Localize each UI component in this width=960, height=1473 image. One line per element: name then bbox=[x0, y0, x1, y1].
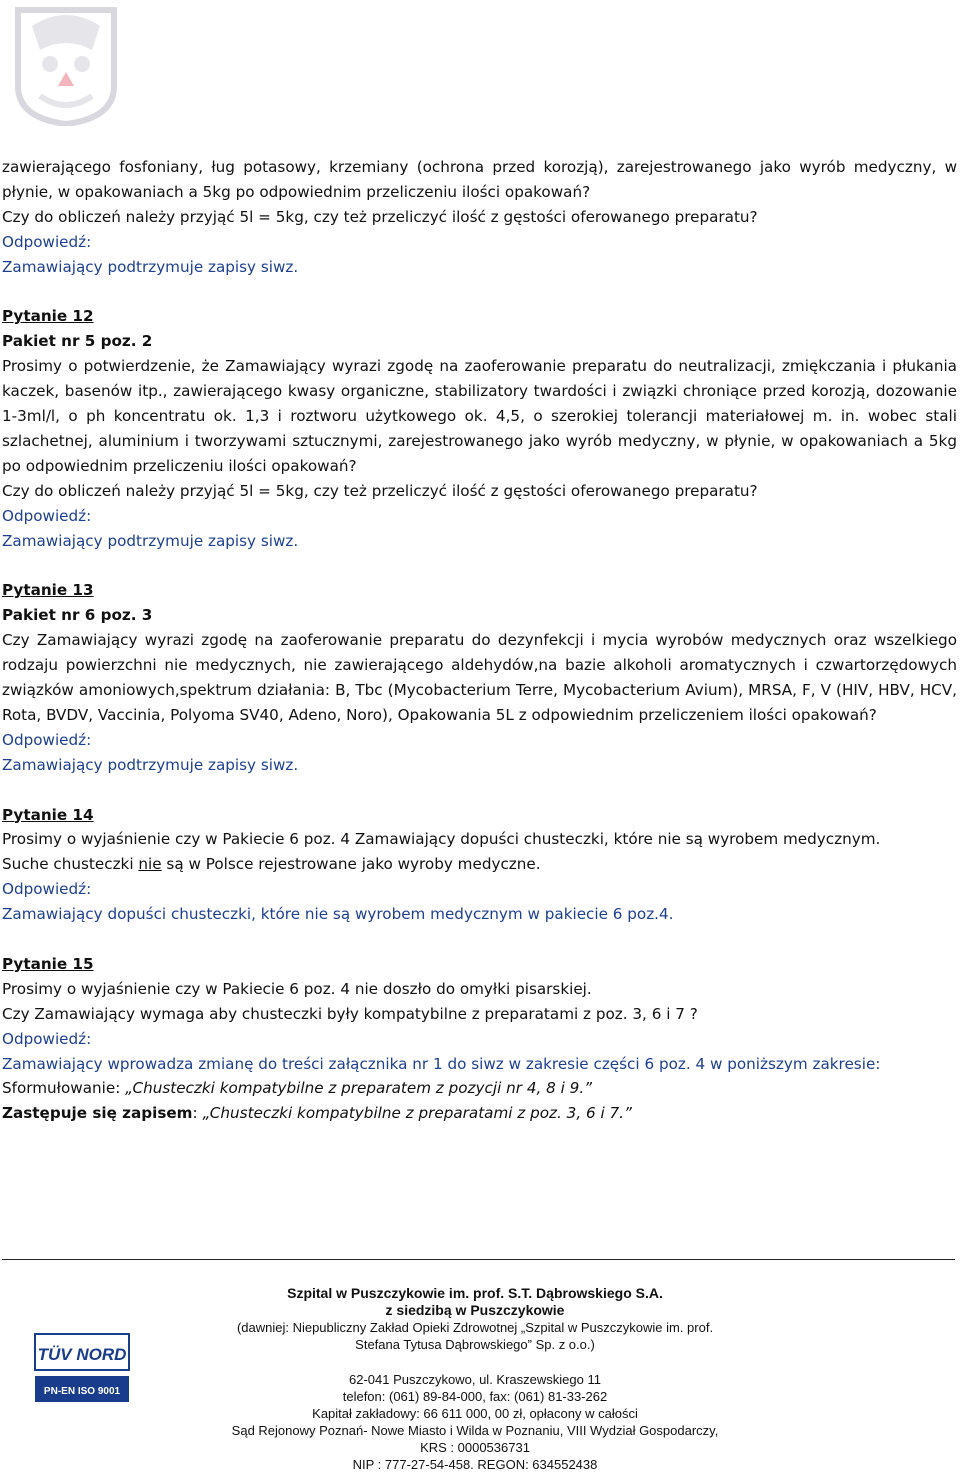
wording-text: „Chusteczki kompatybilne z preparatem z pozycji nr 4, 8 i 9.” bbox=[125, 1079, 593, 1098]
answer-label: Odpowiedź: bbox=[2, 232, 92, 251]
document-body bbox=[2, 155, 957, 1126]
answer-text: Zamawiający podtrzymuje zapisy siwz. bbox=[2, 531, 299, 550]
answer-text: Zamawiający podtrzymuje zapisy siwz. bbox=[2, 257, 299, 276]
former-name-2: Stefana Tytusa Dąbrowskiego” Sp. z o.o.) bbox=[355, 1337, 595, 1352]
company-name: Szpital w Puszczykowie im. prof. S.T. Dąbrowskiego S.A. bbox=[287, 1285, 663, 1301]
hospital-logo-icon bbox=[12, 6, 120, 126]
company-seat: z siedzibą w Puszczykowie bbox=[385, 1302, 565, 1318]
cert-standard: PN-EN ISO 9001 bbox=[43, 1386, 121, 1397]
question-text-2 bbox=[2, 852, 957, 877]
package-label: Pakiet nr 5 poz. 2 bbox=[2, 332, 153, 351]
phone-fax: telefon: (061) 89-84-000, fax: (061) 81-33-262 bbox=[342, 1389, 608, 1404]
replacement-line bbox=[2, 1101, 957, 1126]
nip-regon: NIP : 777-27-54-458. REGON: 634552438 bbox=[352, 1457, 598, 1472]
wording-line bbox=[2, 1076, 957, 1101]
footer-divider bbox=[2, 1259, 955, 1260]
question-title: Pytanie 15 bbox=[2, 954, 94, 973]
krs-number: KRS : 0000536731 bbox=[420, 1440, 530, 1455]
former-name-1: (dawniej: Niepubliczny Zakład Opieki Zdrowotnej „Szpital w Puszczykowie im. prof. bbox=[236, 1320, 714, 1335]
share-capital: Kapitał zakładowy: 66 611 000, 00 zł, opłacony w całości bbox=[312, 1406, 638, 1421]
answer-label: Odpowiedź: bbox=[2, 880, 92, 899]
question-text-2: Czy do obliczeń należy przyjąć 5l = 5kg, czy też przeliczyć ilość z gęstości oferowanego preparatu? bbox=[2, 481, 758, 500]
replacement-label: Zastępuje się zapisem bbox=[2, 1104, 193, 1123]
underlined-word: nie bbox=[138, 855, 162, 874]
answer-text: Zamawiający wprowadza zmianę do treści załącznika nr 1 do siwz w zakresie części 6 poz. 4 w poniższym zakresie: bbox=[2, 1054, 881, 1073]
question-title: Pytanie 13 bbox=[2, 581, 94, 600]
replacement-colon: : bbox=[192, 1104, 203, 1123]
court-registry: Sąd Rejonowy Poznań- Nowe Miasto i Wilda w Poznaniu, VIII Wydział Gospodarczy, bbox=[231, 1423, 719, 1438]
answer-text: Zamawiający podtrzymuje zapisy siwz. bbox=[2, 755, 299, 774]
question-text: Czy Zamawiający wyrazi zgodę na zaoferowanie preparatu do dezynfekcji i mycia wyrobów medycznych oraz wszelkiego rodzaju powierzchni nie medycznych, nie zawierającego aldehydów,na bazie alkoholi aromatycznych i czwartorzędowych związków amoniowych,spektrum działania: B, Tbc (Mycobacterium Terre, Mycobacterium Avium), MRSA, F, V (HIV, HBV, HCV, Rota, BVDV, Vaccinia, Polyoma SV40, Adeno, Noro), Opakowania 5L z odpowiednim przeliczeniem ilości opakowań? bbox=[2, 631, 957, 724]
address: 62-041 Puszczykowo, ul. Kraszewskiego 11 bbox=[349, 1372, 601, 1387]
question-text: Prosimy o wyjaśnienie czy w Pakiecie 6 poz. 4 nie doszło do omyłki pisarskiej. bbox=[2, 979, 592, 998]
replacement-text: „Chusteczki kompatybilne z preparatami z poz. 3, 6 i 7.” bbox=[202, 1104, 632, 1123]
question-text-2: Czy Zamawiający wymaga aby chusteczki były kompatybilne z preparatami z poz. 3, 6 i 7 ? bbox=[2, 1004, 698, 1023]
text-part: Suche chusteczki bbox=[2, 855, 139, 874]
cert-brand: TÜV NORD bbox=[37, 1345, 127, 1364]
footer bbox=[195, 1285, 755, 1473]
wording-label: Sformułowanie: bbox=[2, 1079, 126, 1098]
text-part: są w Polsce rejestrowane jako wyroby medyczne. bbox=[161, 855, 541, 874]
intro-question: zawierającego fosfoniany, ług potasowy, krzemiany (ochrona przed korozją), zarejestrowanego jako wyrób medyczny, w płynie, w opakowaniach a 5kg po odpowiednim przeliczeniu ilości opakowań? bbox=[2, 158, 957, 201]
tuv-nord-certificate-logo bbox=[33, 1330, 131, 1408]
question-title: Pytanie 14 bbox=[2, 805, 94, 824]
answer-label: Odpowiedź: bbox=[2, 1029, 92, 1048]
question-text: Prosimy o wyjaśnienie czy w Pakiecie 6 poz. 4 Zamawiający dopuści chusteczki, które nie są wyrobem medycznym. bbox=[2, 830, 881, 849]
question-text: Prosimy o potwierdzenie, że Zamawiający wyrazi zgodę na zaoferowanie preparatu do neutralizacji, zmiękczania i płukania kaczek, basenów itp., zawierającego kwasy organiczne, stabilizatory twardości i związki chroniące przed korozją, dozowanie 1-3ml/l, o ph koncentratu ok. 1,3 i roztworu użytkowego ok. 4,5, o szerokiej tolerancji materiałowej m. in. wobec stali szlachetnej, aluminium i tworzywami sztucznymi, zarejestrowanego jako wyrób medyczny, w płynie, w opakowaniach a 5kg po odpowiednim przeliczeniu ilości opakowań? bbox=[2, 357, 957, 475]
answer-label: Odpowiedź: bbox=[2, 730, 92, 749]
question-title: Pytanie 12 bbox=[2, 307, 94, 326]
answer-label: Odpowiedź: bbox=[2, 506, 92, 525]
answer-text: Zamawiający dopuści chusteczki, które nie są wyrobem medycznym w pakiecie 6 poz.4. bbox=[2, 905, 674, 924]
intro-question-2: Czy do obliczeń należy przyjąć 5l = 5kg, czy też przeliczyć ilość z gęstości oferowanego preparatu? bbox=[2, 207, 758, 226]
package-label: Pakiet nr 6 poz. 3 bbox=[2, 606, 153, 625]
